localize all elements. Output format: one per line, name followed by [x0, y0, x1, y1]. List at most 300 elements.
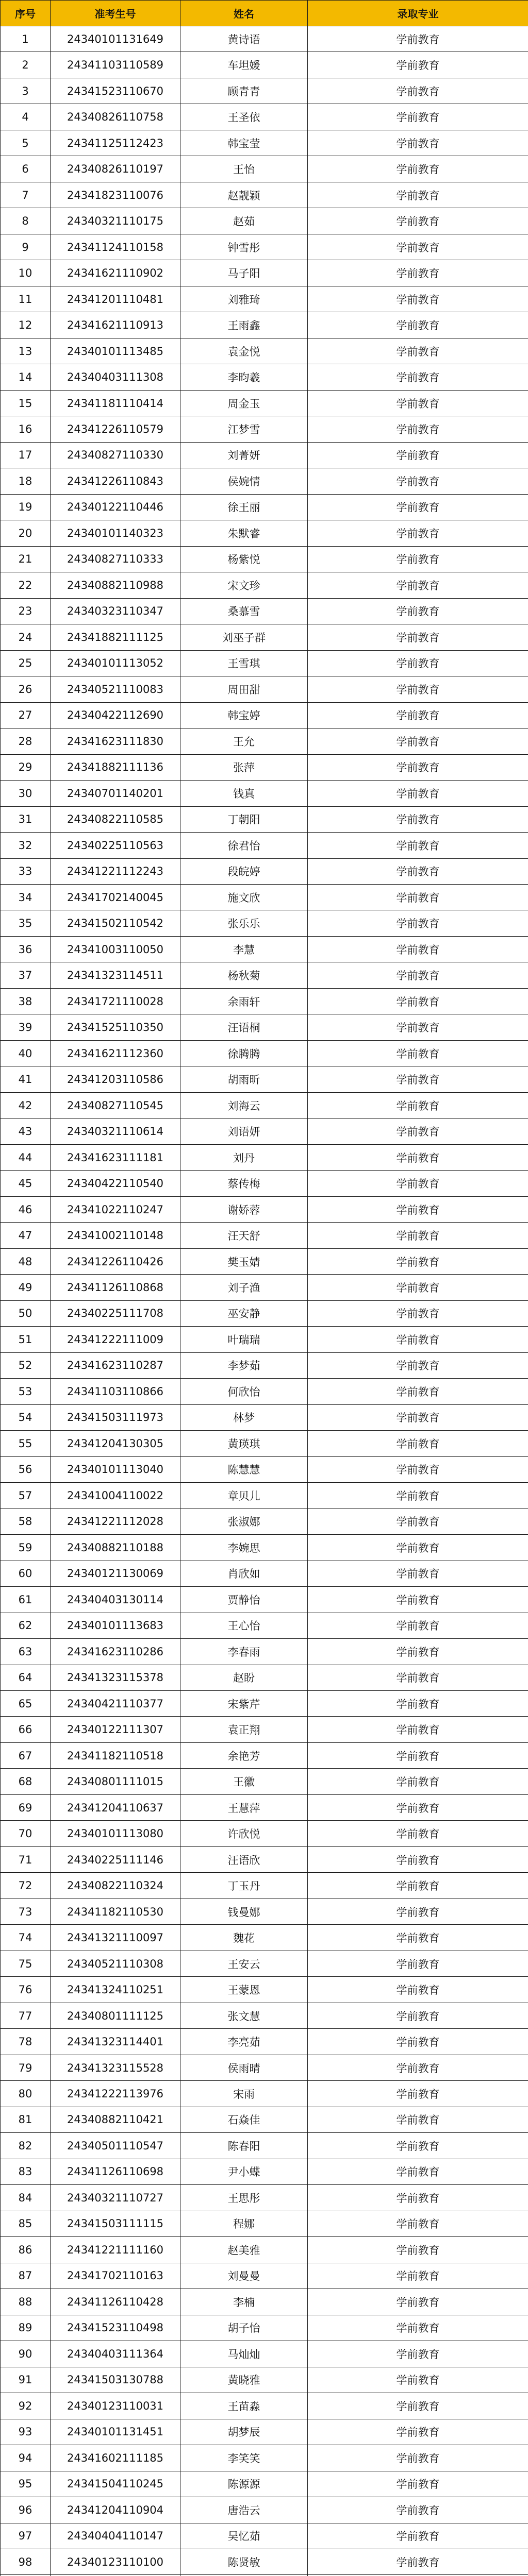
cell-seq: 34: [1, 884, 51, 910]
cell-exam-no: 24341823110076: [51, 182, 180, 208]
cell-name: 王苗淼: [180, 2393, 308, 2419]
table-row: [1, 2003, 528, 2028]
cell-major: 学前教育: [308, 624, 528, 650]
cell-name: 王慧萍: [180, 1794, 308, 1820]
cell-exam-no: 24341221112028: [51, 1509, 180, 1534]
cell-name: 赵靓颖: [180, 182, 308, 208]
table-row: [1, 2315, 528, 2341]
cell-name: 车坦媛: [180, 52, 308, 78]
cell-seq: 62: [1, 1613, 51, 1638]
cell-exam-no: 24340403111308: [51, 364, 180, 390]
table-row: [1, 781, 528, 806]
cell-seq: 42: [1, 1092, 51, 1118]
cell-exam-no: 24341126110868: [51, 1275, 180, 1300]
table-row: [1, 702, 528, 728]
table-row: [1, 1223, 528, 1248]
cell-name: 唐浩云: [180, 2497, 308, 2523]
cell-exam-no: 24341621112360: [51, 1040, 180, 1066]
cell-exam-no: 24341623110286: [51, 1639, 180, 1665]
table-row: [1, 234, 528, 260]
cell-major: 学前教育: [308, 520, 528, 546]
cell-exam-no: 24341321110097: [51, 1925, 180, 1951]
cell-name: 韩宝莹: [180, 130, 308, 156]
cell-major: 学前教育: [308, 1873, 528, 1899]
table-row: [1, 1509, 528, 1534]
cell-seq: 48: [1, 1248, 51, 1274]
cell-exam-no: 24340101140323: [51, 520, 180, 546]
cell-name: 胡子怡: [180, 2315, 308, 2341]
cell-name: 谢娇蓉: [180, 1196, 308, 1222]
cell-name: 顾青青: [180, 78, 308, 104]
table-body: [1, 26, 528, 2576]
cell-seq: 30: [1, 781, 51, 806]
cell-exam-no: 24341222111009: [51, 1327, 180, 1352]
table-row: [1, 1794, 528, 1820]
cell-seq: 10: [1, 260, 51, 286]
cell-exam-no: 24341323114511: [51, 962, 180, 988]
cell-name: 侯婉情: [180, 468, 308, 494]
cell-name: 刘丹: [180, 1144, 308, 1170]
cell-seq: 81: [1, 2107, 51, 2132]
table-row: [1, 1248, 528, 1274]
cell-name: 李楠: [180, 2289, 308, 2315]
cell-exam-no: 24340123110031: [51, 2393, 180, 2419]
cell-seq: 91: [1, 2367, 51, 2393]
cell-name: 巫安静: [180, 1300, 308, 1326]
cell-seq: 24: [1, 624, 51, 650]
cell-major: 学前教育: [308, 1092, 528, 1118]
cell-seq: 59: [1, 1535, 51, 1561]
table-row: [1, 1587, 528, 1613]
cell-major: 学前教育: [308, 286, 528, 312]
cell-seq: 49: [1, 1275, 51, 1300]
cell-name: 张淑娜: [180, 1509, 308, 1534]
cell-exam-no: 24341882111125: [51, 624, 180, 650]
header-exam-no: 准考生号: [51, 1, 180, 26]
cell-seq: 63: [1, 1639, 51, 1665]
table-row: [1, 78, 528, 104]
cell-exam-no: 24341623110287: [51, 1352, 180, 1378]
cell-name: 王圣依: [180, 104, 308, 130]
cell-name: 林梦: [180, 1404, 308, 1430]
table-row: [1, 1561, 528, 1586]
cell-major: 学前教育: [308, 1717, 528, 1742]
table-row: [1, 1456, 528, 1482]
table-row: [1, 286, 528, 312]
cell-seq: 90: [1, 2341, 51, 2367]
cell-seq: 70: [1, 1821, 51, 1846]
cell-exam-no: 24341204130305: [51, 1431, 180, 1456]
cell-exam-no: 24340101131451: [51, 2419, 180, 2445]
cell-exam-no: 24341125112423: [51, 130, 180, 156]
cell-major: 学前教育: [308, 2341, 528, 2367]
cell-exam-no: 24340827110333: [51, 546, 180, 572]
cell-major: 学前教育: [308, 390, 528, 416]
cell-exam-no: 24340422110540: [51, 1171, 180, 1196]
cell-name: 石焱佳: [180, 2107, 308, 2132]
table-row: [1, 1404, 528, 1430]
cell-name: 陈贤敏: [180, 2549, 308, 2574]
cell-exam-no: 24341882111136: [51, 754, 180, 780]
table-row: [1, 2289, 528, 2315]
cell-major: 学前教育: [308, 2393, 528, 2419]
cell-name: 桑慕雪: [180, 598, 308, 624]
cell-major: 学前教育: [308, 988, 528, 1014]
cell-seq: 89: [1, 2315, 51, 2341]
cell-seq: 29: [1, 754, 51, 780]
cell-seq: 1: [1, 26, 51, 52]
cell-exam-no: 24340121130069: [51, 1561, 180, 1586]
table-row: [1, 1275, 528, 1300]
cell-major: 学前教育: [308, 1456, 528, 1482]
table-row: [1, 312, 528, 338]
cell-exam-no: 24340822110324: [51, 1873, 180, 1899]
cell-exam-no: 24340701140201: [51, 781, 180, 806]
cell-major: 学前教育: [308, 2029, 528, 2055]
cell-major: 学前教育: [308, 572, 528, 598]
cell-seq: 83: [1, 2159, 51, 2184]
table-row: [1, 104, 528, 130]
cell-exam-no: 24341004110022: [51, 1483, 180, 1509]
cell-name: 黄诗语: [180, 26, 308, 52]
cell-name: 许欣悦: [180, 1821, 308, 1846]
table-row: [1, 52, 528, 78]
table-row: [1, 1899, 528, 1924]
cell-exam-no: 24341525110350: [51, 1014, 180, 1040]
cell-name: 刘菁妍: [180, 442, 308, 468]
cell-exam-no: 24340501110547: [51, 2133, 180, 2159]
cell-major: 学前教育: [308, 442, 528, 468]
cell-major: 学前教育: [308, 1483, 528, 1509]
cell-seq: 20: [1, 520, 51, 546]
cell-name: 朱默睿: [180, 520, 308, 546]
cell-major: 学前教育: [308, 2445, 528, 2471]
table-row: [1, 728, 528, 754]
cell-seq: 35: [1, 910, 51, 936]
cell-name: 段皖婷: [180, 858, 308, 884]
cell-name: 韩宝婷: [180, 702, 308, 728]
cell-exam-no: 24341702110163: [51, 2263, 180, 2289]
cell-major: 学前教育: [308, 884, 528, 910]
cell-exam-no: 24340101113080: [51, 1821, 180, 1846]
cell-name: 汪天舒: [180, 1223, 308, 1248]
cell-major: 学前教育: [308, 1352, 528, 1378]
table-row: [1, 676, 528, 702]
table-row: [1, 1144, 528, 1170]
cell-seq: 54: [1, 1404, 51, 1430]
cell-seq: 32: [1, 833, 51, 858]
table-row: [1, 1196, 528, 1222]
table-row: [1, 1951, 528, 1976]
cell-exam-no: 24340321110727: [51, 2185, 180, 2211]
cell-exam-no: 24340826110758: [51, 104, 180, 130]
cell-major: 学前教育: [308, 52, 528, 78]
cell-major: 学前教育: [308, 312, 528, 338]
cell-major: 学前教育: [308, 1248, 528, 1274]
cell-exam-no: 24341502110542: [51, 910, 180, 936]
cell-seq: 65: [1, 1691, 51, 1717]
cell-name: 李梦茹: [180, 1352, 308, 1378]
cell-name: 胡雨昕: [180, 1066, 308, 1092]
cell-name: 宋雨: [180, 2081, 308, 2107]
cell-major: 学前教育: [308, 1379, 528, 1404]
cell-exam-no: 24341182110530: [51, 1899, 180, 1924]
table-row: [1, 2445, 528, 2471]
cell-major: 学前教育: [308, 2367, 528, 2393]
cell-seq: 14: [1, 364, 51, 390]
cell-name: 张乐乐: [180, 910, 308, 936]
cell-seq: 41: [1, 1066, 51, 1092]
cell-seq: 53: [1, 1379, 51, 1404]
cell-exam-no: 24341226110426: [51, 1248, 180, 1274]
table-row: [1, 1613, 528, 1638]
table-row: [1, 2419, 528, 2445]
cell-seq: 9: [1, 234, 51, 260]
cell-seq: 87: [1, 2263, 51, 2289]
cell-major: 学前教育: [308, 104, 528, 130]
table-header: [1, 1, 528, 26]
cell-major: 学前教育: [308, 130, 528, 156]
cell-exam-no: 24340882110188: [51, 1535, 180, 1561]
cell-seq: 61: [1, 1587, 51, 1613]
cell-name: 汪语欣: [180, 1846, 308, 1872]
table-row: [1, 884, 528, 910]
cell-name: 刘曼曼: [180, 2263, 308, 2289]
cell-seq: 8: [1, 208, 51, 234]
cell-major: 学前教育: [308, 2237, 528, 2263]
cell-exam-no: 24341002110148: [51, 1223, 180, 1248]
header-seq: 序号: [1, 1, 51, 26]
cell-major: 学前教育: [308, 1144, 528, 1170]
table-row: [1, 416, 528, 442]
cell-name: 余雨轩: [180, 988, 308, 1014]
cell-major: 学前教育: [308, 2159, 528, 2184]
cell-exam-no: 24341204110637: [51, 1794, 180, 1820]
cell-seq: 4: [1, 104, 51, 130]
cell-name: 陈慧慧: [180, 1456, 308, 1482]
table-row: [1, 26, 528, 52]
cell-major: 学前教育: [308, 1665, 528, 1690]
cell-name: 张萍: [180, 754, 308, 780]
cell-major: 学前教育: [308, 2497, 528, 2523]
cell-name: 王安云: [180, 1951, 308, 1976]
cell-name: 杨紫悦: [180, 546, 308, 572]
cell-major: 学前教育: [308, 676, 528, 702]
cell-exam-no: 24340101113040: [51, 1456, 180, 1482]
cell-major: 学前教育: [308, 1223, 528, 1248]
cell-major: 学前教育: [308, 2107, 528, 2132]
cell-major: 学前教育: [308, 468, 528, 494]
table-row: [1, 1742, 528, 1768]
cell-major: 学前教育: [308, 1613, 528, 1638]
cell-major: 学前教育: [308, 2133, 528, 2159]
cell-exam-no: 24341203110586: [51, 1066, 180, 1092]
cell-major: 学前教育: [308, 2471, 528, 2497]
table-row: [1, 650, 528, 676]
cell-name: 汪语桐: [180, 1014, 308, 1040]
cell-major: 学前教育: [308, 1691, 528, 1717]
cell-seq: 95: [1, 2471, 51, 2497]
table-row: [1, 1483, 528, 1509]
cell-major: 学前教育: [308, 806, 528, 832]
cell-name: 徐腾腾: [180, 1040, 308, 1066]
cell-exam-no: 24341226110843: [51, 468, 180, 494]
cell-major: 学前教育: [308, 598, 528, 624]
cell-exam-no: 24340521110308: [51, 1951, 180, 1976]
cell-major: 学前教育: [308, 364, 528, 390]
table-row: [1, 1040, 528, 1066]
cell-exam-no: 24340321110175: [51, 208, 180, 234]
cell-name: 袁正翔: [180, 1717, 308, 1742]
cell-major: 学前教育: [308, 2263, 528, 2289]
cell-name: 周金玉: [180, 390, 308, 416]
cell-name: 程娜: [180, 2211, 308, 2236]
cell-name: 赵茹: [180, 208, 308, 234]
table-row: [1, 833, 528, 858]
cell-exam-no: 24341221111160: [51, 2237, 180, 2263]
table-row: [1, 1846, 528, 1872]
cell-major: 学前教育: [308, 2055, 528, 2080]
cell-major: 学前教育: [308, 1431, 528, 1456]
cell-name: 钟雪彤: [180, 234, 308, 260]
cell-seq: 26: [1, 676, 51, 702]
cell-exam-no: 24341503111973: [51, 1404, 180, 1430]
table-row: [1, 624, 528, 650]
cell-exam-no: 24341323115378: [51, 1665, 180, 1690]
cell-seq: 3: [1, 78, 51, 104]
cell-exam-no: 24341126110428: [51, 2289, 180, 2315]
cell-seq: 68: [1, 1769, 51, 1794]
table-row: [1, 1639, 528, 1665]
table-row: [1, 988, 528, 1014]
cell-major: 学前教育: [308, 1509, 528, 1534]
cell-name: 宋紫芹: [180, 1691, 308, 1717]
cell-major: 学前教育: [308, 1742, 528, 1768]
cell-name: 尹小蝶: [180, 2159, 308, 2184]
cell-name: 刘巫子群: [180, 624, 308, 650]
cell-name: 钱真: [180, 781, 308, 806]
cell-seq: 28: [1, 728, 51, 754]
cell-exam-no: 24341602111185: [51, 2445, 180, 2471]
cell-exam-no: 24341721110028: [51, 988, 180, 1014]
cell-seq: 69: [1, 1794, 51, 1820]
cell-seq: 40: [1, 1040, 51, 1066]
cell-seq: 23: [1, 598, 51, 624]
cell-seq: 77: [1, 2003, 51, 2028]
table-row: [1, 2159, 528, 2184]
table-row: [1, 2133, 528, 2159]
cell-major: 学前教育: [308, 546, 528, 572]
cell-exam-no: 24341623111830: [51, 728, 180, 754]
cell-major: 学前教育: [308, 936, 528, 962]
cell-major: 学前教育: [308, 728, 528, 754]
cell-exam-no: 24340882110988: [51, 572, 180, 598]
table-row: [1, 468, 528, 494]
cell-exam-no: 24341022110247: [51, 1196, 180, 1222]
cell-major: 学前教育: [308, 2315, 528, 2341]
cell-name: 李婉思: [180, 1535, 308, 1561]
cell-major: 学前教育: [308, 1951, 528, 1976]
cell-name: 王思彤: [180, 2185, 308, 2211]
table-row: [1, 182, 528, 208]
table-row: [1, 1665, 528, 1690]
cell-name: 王雪琪: [180, 650, 308, 676]
cell-major: 学前教育: [308, 1014, 528, 1040]
cell-exam-no: 24341182110518: [51, 1742, 180, 1768]
cell-exam-no: 24341323114401: [51, 2029, 180, 2055]
cell-seq: 96: [1, 2497, 51, 2523]
table-row: [1, 2497, 528, 2523]
cell-exam-no: 24341323115528: [51, 2055, 180, 2080]
table-row: [1, 2185, 528, 2211]
cell-seq: 13: [1, 338, 51, 364]
cell-name: 钱曼娜: [180, 1899, 308, 1924]
cell-major: 学前教育: [308, 156, 528, 182]
cell-name: 李慧: [180, 936, 308, 962]
cell-seq: 66: [1, 1717, 51, 1742]
cell-seq: 74: [1, 1925, 51, 1951]
cell-name: 魏花: [180, 1925, 308, 1951]
table-row: [1, 1379, 528, 1404]
cell-seq: 50: [1, 1300, 51, 1326]
cell-seq: 22: [1, 572, 51, 598]
cell-name: 王心怡: [180, 1613, 308, 1638]
cell-seq: 19: [1, 494, 51, 520]
cell-seq: 7: [1, 182, 51, 208]
cell-exam-no: 24341621110902: [51, 260, 180, 286]
cell-name: 丁朝阳: [180, 806, 308, 832]
table-row: [1, 1171, 528, 1196]
cell-exam-no: 24340422112690: [51, 702, 180, 728]
cell-seq: 94: [1, 2445, 51, 2471]
cell-major: 学前教育: [308, 2185, 528, 2211]
cell-name: 徐王丽: [180, 494, 308, 520]
cell-exam-no: 24341181110414: [51, 390, 180, 416]
cell-name: 刘海云: [180, 1092, 308, 1118]
table-row: [1, 806, 528, 832]
cell-major: 学前教育: [308, 650, 528, 676]
header-major: 录取专业: [308, 1, 528, 26]
cell-major: 学前教育: [308, 234, 528, 260]
table-row: [1, 494, 528, 520]
cell-major: 学前教育: [308, 1769, 528, 1794]
cell-seq: 15: [1, 390, 51, 416]
cell-seq: 92: [1, 2393, 51, 2419]
cell-seq: 82: [1, 2133, 51, 2159]
cell-name: 王雨鑫: [180, 312, 308, 338]
cell-exam-no: 24340882110421: [51, 2107, 180, 2132]
cell-major: 学前教育: [308, 2549, 528, 2574]
cell-seq: 86: [1, 2237, 51, 2263]
cell-major: 学前教育: [308, 1040, 528, 1066]
cell-major: 学前教育: [308, 1794, 528, 1820]
cell-seq: 17: [1, 442, 51, 468]
cell-seq: 76: [1, 1977, 51, 2003]
cell-major: 学前教育: [308, 2211, 528, 2236]
cell-name: 赵美雅: [180, 2237, 308, 2263]
cell-major: 学前教育: [308, 1196, 528, 1222]
cell-seq: 84: [1, 2185, 51, 2211]
cell-seq: 27: [1, 702, 51, 728]
cell-exam-no: 24341523110498: [51, 2315, 180, 2341]
cell-major: 学前教育: [308, 1561, 528, 1586]
cell-exam-no: 24341222113976: [51, 2081, 180, 2107]
cell-seq: 2: [1, 52, 51, 78]
cell-major: 学前教育: [308, 1066, 528, 1092]
table-row: [1, 1092, 528, 1118]
cell-major: 学前教育: [308, 1404, 528, 1430]
cell-major: 学前教育: [308, 754, 528, 780]
